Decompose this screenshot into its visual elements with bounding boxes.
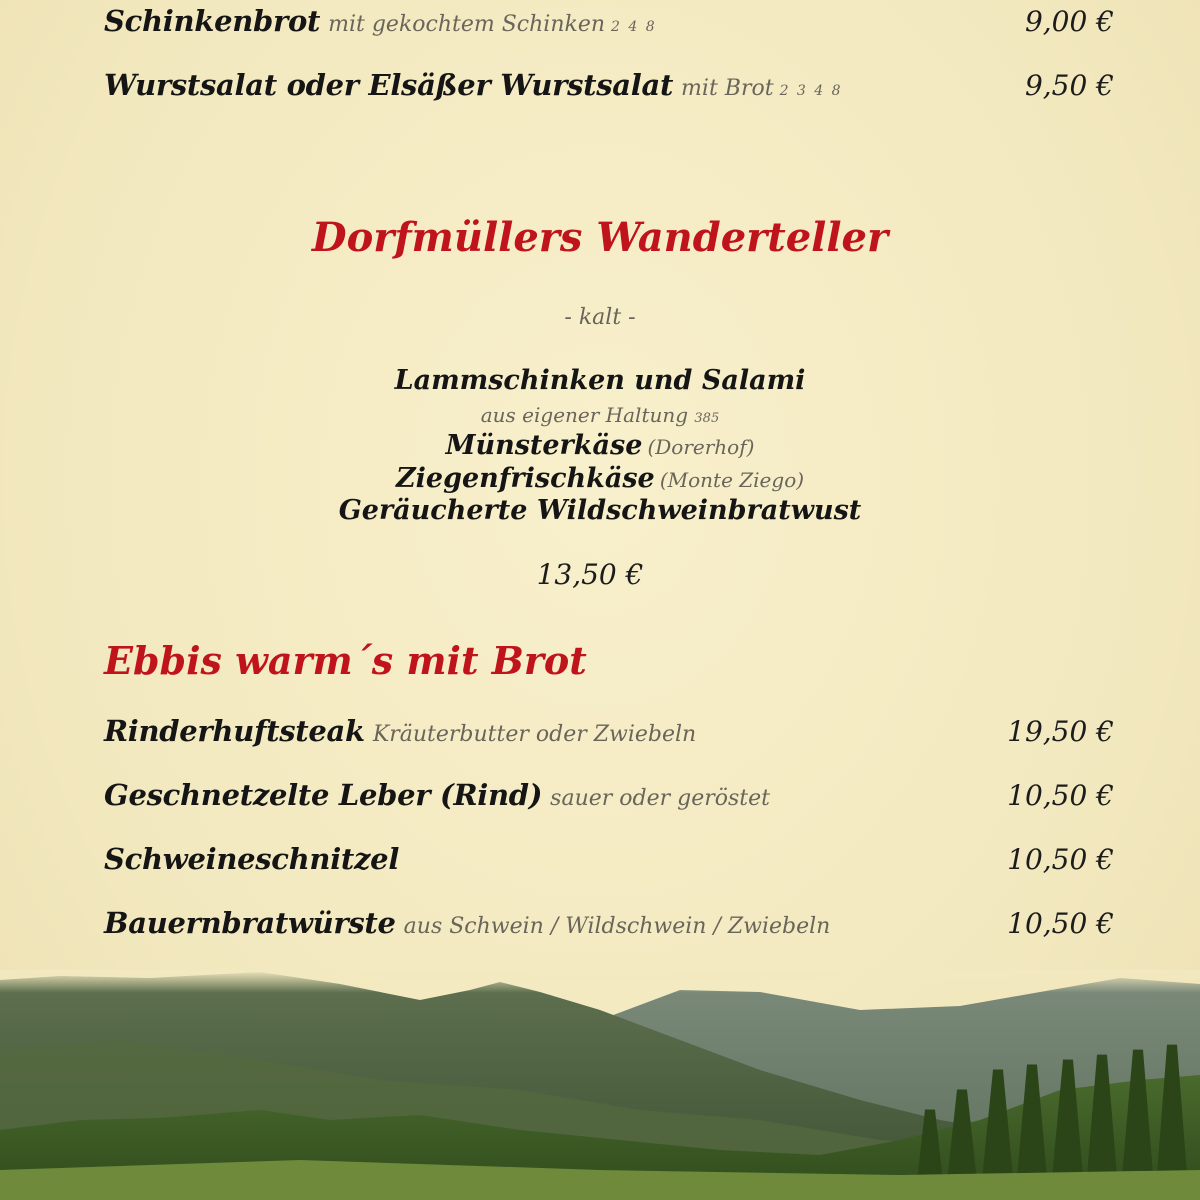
- section-title-warm: Ebbis warm´s mit Brot: [104, 638, 587, 683]
- cheese-name: Münsterkäse: [445, 430, 643, 461]
- cheese-source: (Dorerhof): [647, 435, 755, 459]
- menu-item: [104, 714, 1114, 748]
- wanderteller-line-wurst: Geräucherte Wildschweinbratwust: [338, 495, 862, 526]
- origin-text: aus eigener Haltung: [480, 403, 689, 427]
- allergen-codes: 2 4 8: [611, 19, 657, 35]
- menu-item-text: [104, 906, 830, 940]
- menu-item-text: [104, 714, 696, 748]
- menu-item-text: [104, 842, 399, 876]
- wanderteller-line-origin: [0, 402, 1200, 432]
- menu-item: [104, 778, 1114, 812]
- dish-price: 19,50 €: [1007, 715, 1114, 748]
- dish-name: Schweineschnitzel: [104, 842, 400, 876]
- allergen-codes: 385: [694, 411, 720, 426]
- wanderteller-price: 13,50 €: [536, 558, 644, 591]
- cheese-source: (Monte Ziego): [659, 468, 805, 492]
- cheese-name: Ziegenfrischkäse: [395, 463, 655, 494]
- dish-price: 10,50 €: [1007, 907, 1114, 940]
- dish-price: 10,50 €: [1007, 843, 1114, 876]
- wanderteller-subtitle: - kalt -: [564, 305, 636, 330]
- dish-description: sauer oder geröstet: [550, 786, 770, 811]
- wanderteller-line-lamb: Lammschinken und Salami: [394, 365, 806, 396]
- dish-price: 9,00 €: [1024, 5, 1114, 38]
- section-title-wanderteller: Dorfmüllers Wanderteller: [311, 214, 889, 261]
- dish-description: aus Schwein / Wildschwein / Zwiebeln: [403, 914, 831, 939]
- dish-name: Bauernbratwürste: [104, 906, 396, 940]
- dish-description: mit Brot: [681, 76, 774, 101]
- dish-name: Geschnetzelte Leber (Rind): [104, 778, 543, 812]
- menu-item: [104, 68, 1114, 102]
- dish-description: Kräuterbutter oder Zwiebeln: [372, 722, 697, 747]
- dish-name: Schinkenbrot: [104, 4, 321, 38]
- dish-price: 9,50 €: [1024, 69, 1114, 102]
- wanderteller-line-ziegen: [0, 462, 1200, 495]
- dish-name: Rinderhuftsteak: [104, 714, 365, 748]
- dish-name: Wurstsalat oder Elsäßer Wurstsalat: [104, 68, 674, 102]
- menu-item: [104, 906, 1114, 940]
- landscape-image: [0, 970, 1200, 1200]
- wanderteller-price-wrap: [0, 558, 1200, 591]
- menu-item: [104, 842, 1114, 876]
- wanderteller-heading-wrap: [0, 214, 1200, 261]
- dish-description: mit gekochtem Schinken: [328, 12, 606, 37]
- menu-item-text: [104, 778, 770, 812]
- dish-price: 10,50 €: [1007, 779, 1114, 812]
- allergen-codes: 2 3 4 8: [779, 83, 843, 99]
- menu-item: [104, 4, 1114, 38]
- menu-item-text: [104, 4, 657, 38]
- menu-item-text: [104, 68, 843, 102]
- wanderteller-line-muenster: [0, 429, 1200, 462]
